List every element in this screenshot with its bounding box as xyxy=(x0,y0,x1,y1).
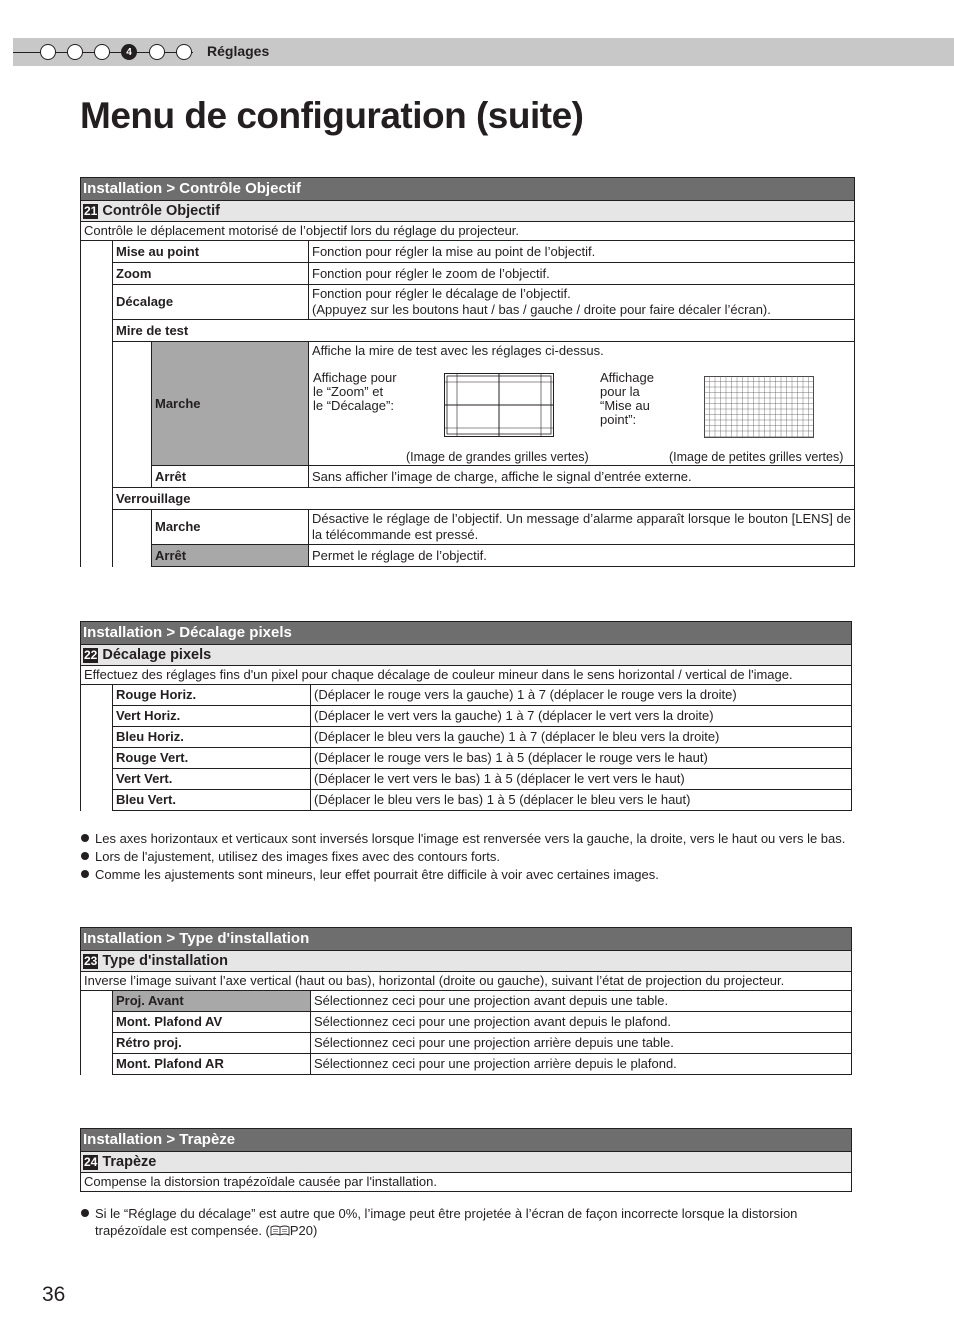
option-text: (Déplacer le vert vers la gauche) 1 à 7 (déplacer le vert vers la droite) xyxy=(311,706,852,727)
pixel-shift-notes xyxy=(80,830,862,883)
large-grid-pattern-image xyxy=(444,373,554,437)
table-header: Installation > Trapèze xyxy=(81,1129,852,1152)
option-label: Zoom xyxy=(113,263,309,285)
setting-title xyxy=(81,951,852,972)
option-label: Vert Vert. xyxy=(113,769,311,790)
keystone-table xyxy=(80,1128,852,1192)
page-title: Menu de configuration (suite) xyxy=(80,95,584,136)
option-label: Verrouillage xyxy=(113,488,855,510)
option-text xyxy=(309,285,855,320)
chapter-marker-current: 4 xyxy=(121,44,137,60)
setting-description: Compense la distorsion trapézoïdale causée par l'installation. xyxy=(81,1173,852,1192)
note-item: Comme les ajustements sont mineurs, leur effet pourrait être difficile à voir avec certaines images. xyxy=(80,866,862,883)
keystone-notes xyxy=(80,1205,855,1239)
section-label: Réglages xyxy=(207,43,270,59)
option-text: (Déplacer le rouge vers la gauche) 1 à 7 (déplacer le rouge vers la droite) xyxy=(311,685,852,706)
note-item: Les axes horizontaux et verticaux sont inversés lorsque l'image est renversée vers la gauche, la droite, vers le haut ou vers le bas. xyxy=(80,830,862,847)
caption-line: pour la xyxy=(600,384,640,399)
table-header: Installation > Décalage pixels xyxy=(81,622,852,645)
indent-cell xyxy=(113,342,152,488)
small-grid-pattern-image xyxy=(704,376,814,438)
option-text: Fonction pour régler le zoom de l’objectif. xyxy=(309,263,855,285)
setting-name: Décalage pixels xyxy=(102,647,212,663)
page-number: 36 xyxy=(42,1283,66,1306)
caption-line: point”: xyxy=(600,412,637,427)
installation-type-table xyxy=(80,927,852,1075)
option-text: Fonction pour régler la mise au point de l’objectif. xyxy=(309,241,855,263)
setting-name: Trapèze xyxy=(102,1154,157,1170)
indent-cell xyxy=(81,991,113,1075)
chapter-marker-6 xyxy=(176,44,192,60)
indent-cell xyxy=(113,510,152,567)
option-label: Rouge Vert. xyxy=(113,748,311,769)
large-grid-caption: (Image de grandes grilles vertes) xyxy=(406,450,589,464)
caption-line: Affichage pour xyxy=(313,370,397,385)
sub-option-label: Marche xyxy=(152,510,309,545)
option-label: Proj. Avant xyxy=(113,991,311,1012)
caption-line: “Mise au xyxy=(600,398,650,413)
sub-option-label: Marche xyxy=(152,342,309,466)
setting-title xyxy=(81,1152,852,1173)
setting-title xyxy=(81,645,852,666)
table-header: Installation > Type d'installation xyxy=(81,928,852,951)
chapter-marker-5 xyxy=(149,44,165,60)
option-label: Rouge Horiz. xyxy=(113,685,311,706)
chapter-marker-3 xyxy=(94,44,110,60)
setting-description: Effectuez des réglages fins d'un pixel pour chaque décalage de couleur mineur dans le sens horizontal / vertical de l'image. xyxy=(81,666,852,685)
option-text: Sélectionnez ceci pour une projection arrière depuis le plafond. xyxy=(311,1054,852,1075)
indent-cell xyxy=(81,685,113,811)
option-text: (Déplacer le bleu vers la gauche) 1 à 7 (déplacer le bleu vers la droite) xyxy=(311,727,852,748)
setting-name: Type d'installation xyxy=(102,953,228,969)
test-pattern-text: Affiche la mire de test avec les réglages ci-dessus. xyxy=(312,343,604,358)
setting-number: 22 xyxy=(84,648,98,662)
setting-number: 24 xyxy=(84,1155,98,1169)
chapter-marker-2 xyxy=(67,44,83,60)
option-label: Décalage xyxy=(113,285,309,320)
option-text: Sélectionnez ceci pour une projection arrière depuis une table. xyxy=(311,1033,852,1054)
option-label: Bleu Horiz. xyxy=(113,727,311,748)
book-reference-icon xyxy=(270,1225,290,1236)
setting-number: 21 xyxy=(84,204,98,218)
page-reference: P20) xyxy=(289,1223,318,1238)
note-item xyxy=(80,1205,855,1239)
chapter-marker-1 xyxy=(40,44,56,60)
option-text: (Déplacer le rouge vers le bas) 1 à 5 (déplacer le rouge vers le haut) xyxy=(311,748,852,769)
option-label: Rétro proj. xyxy=(113,1033,311,1054)
option-text: Permet le réglage de l’objectif. xyxy=(309,545,855,567)
option-text: Sélectionnez ceci pour une projection avant depuis le plafond. xyxy=(311,1012,852,1033)
note-item: Lors de l'ajustement, utilisez des images fixes avec des contours forts. xyxy=(80,848,862,865)
option-label: Bleu Vert. xyxy=(113,790,311,811)
setting-name: Contrôle Objectif xyxy=(102,203,220,219)
indent-cell xyxy=(81,241,113,567)
zoom-display-caption xyxy=(313,371,397,413)
option-text: Sélectionnez ceci pour une projection avant depuis une table. xyxy=(311,991,852,1012)
setting-description: Contrôle le déplacement motorisé de l’objectif lors du réglage du projecteur. xyxy=(81,222,855,241)
lens-control-table xyxy=(80,177,855,567)
sub-option-label: Arrêt xyxy=(152,545,309,567)
option-text: (Déplacer le bleu vers le bas) 1 à 5 (déplacer le bleu vers le haut) xyxy=(311,790,852,811)
option-label: Mire de test xyxy=(113,320,855,342)
option-text: Désactive le réglage de l’objectif. Un message d’alarme apparaît lorsque le bouton [LENS] de la télécommande est pressé. xyxy=(309,510,855,545)
pixel-shift-table xyxy=(80,621,852,811)
caption-line: le “Décalage”: xyxy=(313,398,394,413)
option-label: Mont. Plafond AV xyxy=(113,1012,311,1033)
sub-option-label: Arrêt xyxy=(152,466,309,488)
table-header: Installation > Contrôle Objectif xyxy=(81,178,855,201)
option-label: Mise au point xyxy=(113,241,309,263)
setting-number: 23 xyxy=(84,954,98,968)
note-text: Si le “Réglage du décalage” est autre que 0%, l’image peut être projetée à l’écran de façon incorrecte lorsque la distorsion trapézoïdale est compensée. ( xyxy=(95,1206,798,1238)
option-text: Sans afficher l’image de charge, affiche le signal d’entrée externe. xyxy=(309,466,855,488)
setting-description: Inverse l’image suivant l’axe vertical (haut ou bas), horizontal (droite ou gauche), suivant l’état de projection du projecteur. xyxy=(81,972,852,991)
setting-title xyxy=(81,201,855,222)
option-text-line: Fonction pour régler le décalage de l’objectif. xyxy=(312,286,571,301)
caption-line: Affichage xyxy=(600,370,654,385)
focus-display-caption xyxy=(600,371,654,427)
option-label: Mont. Plafond AR xyxy=(113,1054,311,1075)
option-text: (Déplacer le vert vers le bas) 1 à 5 (déplacer le vert vers le haut) xyxy=(311,769,852,790)
option-text-line: (Appuyez sur les boutons haut / bas / gauche / droite pour faire décaler l’écran). xyxy=(312,302,771,317)
option-label: Vert Horiz. xyxy=(113,706,311,727)
small-grid-caption: (Image de petites grilles vertes) xyxy=(669,450,844,464)
caption-line: le “Zoom” et xyxy=(313,384,384,399)
